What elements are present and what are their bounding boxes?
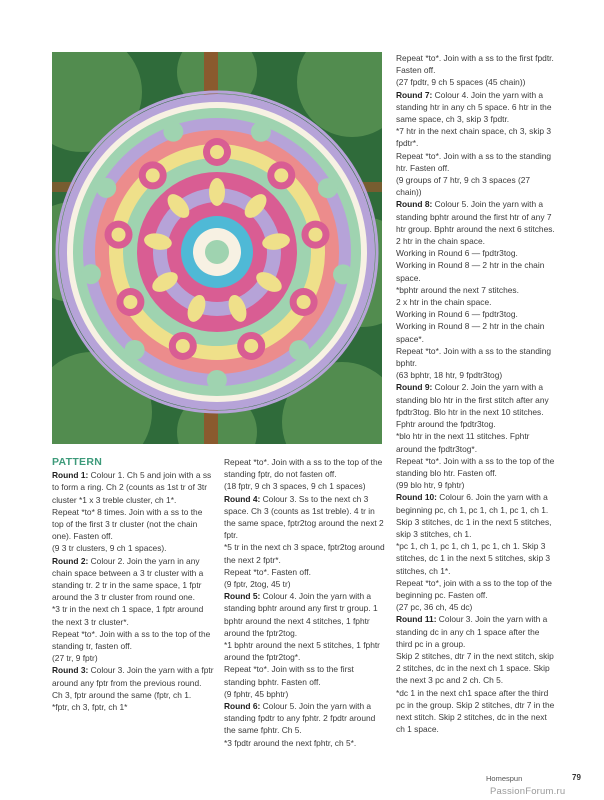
bobble-motif — [251, 122, 271, 142]
round-label: Round 6: — [224, 701, 261, 712]
instruction-text: *5 tr in the next ch 3 space, fptr2tog around the next 2 fptr*. — [224, 542, 385, 565]
instruction-text: *fptr, ch 3, fptr, ch 1* — [52, 702, 128, 713]
instruction-paragraph — [52, 652, 214, 664]
instruction-text: Colour 2. Join the yarn with a standing blo htr in the first stitch after any fpdtr3tog. Blo htr in the next 10 stitches. Fphtr around the fpdtr3tog. — [396, 382, 549, 430]
instruction-text: Colour 3. Join the yarn with a fptr around any fptr from the previous round. Ch 3, fptr around the same (fptr, ch 1. — [52, 665, 214, 700]
instruction-paragraph — [396, 150, 556, 174]
round-label: Round 4: — [224, 493, 261, 504]
instruction-paragraph — [224, 737, 386, 749]
instruction-paragraph — [396, 198, 556, 247]
instruction-text: (18 fptr, 9 ch 3 spaces, 9 ch 1 spaces) — [224, 481, 366, 492]
text-column-1 — [52, 456, 214, 713]
instruction-text: (27 fpdtr, 9 ch 5 spaces (45 chain)) — [396, 77, 526, 88]
instruction-text: Colour 1. Ch 5 and join with a ss to form a ring. Ch 2 (counts as 1st tr of 3tr cluster *1 x 3 treble cluster, ch 1*. — [52, 470, 212, 505]
instruction-paragraph — [396, 320, 556, 344]
instruction-paragraph — [396, 455, 556, 479]
instruction-text: (63 bphtr, 18 htr, 9 fpdtr3tog) — [396, 370, 503, 381]
instruction-paragraph — [396, 296, 556, 308]
round-label: Round 11: — [396, 614, 437, 625]
instruction-text: (9 groups of 7 htr, 9 ch 3 spaces (27 chain)) — [396, 175, 531, 198]
instruction-paragraph — [224, 456, 386, 480]
round-label: Round 2: — [52, 555, 89, 566]
instruction-paragraph — [224, 578, 386, 590]
instruction-paragraph — [396, 125, 556, 149]
instruction-paragraph — [396, 613, 556, 650]
instruction-text: Colour 3. Ss to the next ch 3 space. Ch 3 (counts as 1st treble). 4 tr in the same space, fptr2tog around the next 2 fptr. — [224, 493, 384, 541]
petal-center — [123, 295, 137, 309]
petal-center — [274, 168, 288, 182]
instruction-paragraph — [396, 174, 556, 198]
instruction-text: Repeat *to* 8 times. Join with a ss to the top of the first 3 tr cluster (not the chain one). Fasten off. — [52, 506, 203, 542]
instruction-paragraph — [396, 479, 556, 491]
instruction-text: *bphtr around the next 7 stitches. — [396, 284, 519, 295]
instruction-text: (9 3 tr clusters, 9 ch 1 spaces). — [52, 543, 167, 554]
instruction-paragraph — [396, 345, 556, 369]
instruction-paragraph — [396, 577, 556, 601]
instruction-text: *dc 1 in the next ch1 space after the third pc in the group. Skip 2 stitches, dtr 7 in the next stitch. Skip 2 stitches, dc in the next ch 1 space. — [396, 687, 555, 735]
instruction-text: (27 pc, 36 ch, 45 dc) — [396, 602, 473, 613]
instruction-text: Repeat *to*. Join with a ss to the top of the standing fptr, do not fasten off. — [224, 457, 383, 480]
petal-center — [244, 339, 258, 353]
round-label: Round 5: — [224, 591, 261, 602]
instruction-paragraph — [52, 628, 214, 652]
instruction-paragraph — [52, 555, 214, 604]
bobble-motif — [81, 264, 101, 284]
instruction-paragraph — [396, 381, 556, 430]
round-label: Round 1: — [52, 470, 89, 481]
instruction-text: 2 x htr in the chain space. — [396, 297, 492, 308]
instruction-text: (99 blo htr, 9 fphtr) — [396, 480, 465, 491]
bobble-motif — [318, 178, 338, 198]
instruction-paragraph — [396, 601, 556, 613]
page-number: 79 — [572, 773, 581, 782]
instruction-text: Working in Round 8 — 2 htr in the chain space. — [396, 260, 545, 283]
instruction-list — [52, 469, 214, 713]
spoke-motif — [209, 178, 225, 206]
crochet-mandala-image — [52, 52, 382, 444]
instruction-text: Repeat *to*. Join with a ss to the top of the standing tr, fasten off. — [52, 628, 211, 652]
instruction-text: Colour 5. Join the yarn with a standing fpdtr to any fphtr. 2 fpdtr around the same fphtr. Ch 5. — [224, 701, 376, 736]
instruction-paragraph — [396, 89, 556, 126]
instruction-text: Colour 4. Join the yarn with a standing htr in any ch 5 space. 6 htr in the same space, ch 3, skip 3 fpdtr. — [396, 89, 552, 125]
instruction-text: (9 fphtr, 45 bphtr) — [224, 688, 289, 699]
instruction-text: Colour 6. Join the yarn with a beginning pc, ch 1, pc 1, ch 1, pc 1, ch 1. — [396, 492, 549, 515]
instruction-text: Working in Round 8 — 2 htr in the chain space*. — [396, 321, 545, 344]
instruction-text: Colour 5. Join the yarn with a standing bphtr around the first htr of any 7 htr group. Bphtr around the next 6 stitches. 2 htr in the chain space. — [396, 199, 555, 247]
instruction-text: Skip 3 stitches, dc 1 in the next 5 stitches, skip 3 stitches, ch 1. — [396, 516, 552, 539]
instruction-paragraph — [396, 76, 556, 88]
bobble-motif — [289, 340, 309, 360]
round-label: Round 9: — [396, 382, 433, 393]
instruction-text: Repeat *to*. Join with a ss to the standing htr. Fasten off. — [396, 150, 552, 173]
instruction-text: *blo htr in the next 11 stitches. Fphtr around the fpdtr3tog*. — [396, 431, 530, 454]
instruction-text: Repeat *to*, join with a ss to the top of the beginning pc. Fasten off. — [396, 577, 552, 600]
instruction-text: Repeat *to*. Join with a ss to the top of the standing blo htr. Fasten off. — [396, 455, 555, 478]
petal-center — [146, 168, 160, 182]
instruction-text: Colour 2. Join the yarn in any chain space between a 3 tr cluster with a standing tr. 2 tr in the same space, 1 fptr around the 3 tr cluster from round one. — [52, 555, 204, 603]
bobble-motif — [163, 122, 183, 142]
watermark: PassionForum.ru — [490, 786, 566, 797]
instruction-text: (9 fptr, 2tog, 45 tr) — [224, 579, 291, 590]
text-column-3 — [396, 52, 556, 735]
instruction-text: Repeat *to*. Fasten off. — [224, 566, 311, 577]
pattern-heading: PATTERN — [52, 456, 103, 468]
instruction-list — [396, 52, 556, 735]
bobble-motif — [333, 264, 353, 284]
round-label: Round 8: — [396, 199, 433, 210]
instruction-paragraph — [52, 506, 214, 543]
instruction-paragraph — [396, 284, 556, 296]
instruction-paragraph — [396, 650, 556, 687]
instruction-paragraph — [396, 491, 556, 515]
instruction-text: *7 htr in the next chain space, ch 3, skip 3 fpdtr*. — [396, 126, 552, 149]
round-label: Round 10: — [396, 492, 437, 503]
instruction-text: Repeat *to*. Join with a ss to the standing bphtr. — [396, 345, 552, 369]
magazine-name: Homespun — [486, 774, 523, 783]
instruction-text: *3 tr in the next ch 1 space, 1 fptr around the next 3 tr cluster*. — [52, 604, 204, 627]
mandala-photo — [52, 52, 382, 444]
instruction-text: Working in Round 6 — fpdtr3tog. — [396, 248, 518, 259]
instruction-paragraph — [52, 701, 214, 713]
instruction-paragraph — [224, 590, 386, 639]
petal-center — [297, 295, 311, 309]
instruction-paragraph — [224, 541, 386, 565]
instruction-paragraph — [396, 247, 556, 259]
instruction-paragraph — [52, 469, 214, 506]
instruction-paragraph — [224, 663, 386, 687]
instruction-text: Colour 4. Join the yarn with a standing bphtr around any first tr group. 1 bphtr around the next 4 stitches, 1 fphtr around the fptr2tog. — [224, 591, 378, 638]
instruction-paragraph — [396, 687, 556, 736]
instruction-paragraph — [396, 259, 556, 283]
bobble-motif — [207, 370, 227, 390]
instruction-paragraph — [396, 369, 556, 381]
instruction-text: Colour 3. Join the yarn with a standing dc in any ch 1 space after the third pc in a group. — [396, 614, 548, 649]
instruction-paragraph — [396, 540, 556, 577]
instruction-text: *1 bphtr around the next 5 stitches, 1 fphtr around the fptr2tog*. — [224, 640, 380, 663]
instruction-paragraph — [224, 480, 386, 492]
instruction-list — [224, 456, 386, 749]
petal-center — [176, 339, 190, 353]
instruction-text: Skip 2 stitches, dtr 7 in the next stitch, skip 2 stitches, dc in the next ch 1 space. Skip the next 3 pc and 2 ch. Ch 5. — [396, 650, 554, 686]
petal-center — [112, 228, 126, 242]
instruction-paragraph — [224, 700, 386, 737]
instruction-text: Working in Round 6 — fpdtr3tog. — [396, 309, 518, 320]
instruction-paragraph — [396, 308, 556, 320]
bobble-motif — [125, 340, 145, 360]
instruction-paragraph — [52, 664, 214, 701]
instruction-paragraph — [396, 430, 556, 454]
bobble-motif — [96, 178, 116, 198]
petal-center — [210, 145, 224, 159]
instruction-paragraph — [52, 603, 214, 627]
instruction-text: Repeat *to*. Join with a ss to the first fpdtr. Fasten off. — [396, 53, 554, 76]
round-label: Round 3: — [52, 665, 89, 676]
instruction-paragraph — [396, 516, 556, 540]
instruction-text: Repeat *to*. Join with ss to the first standing bphtr. Fasten off. — [224, 664, 354, 687]
text-column-2 — [224, 456, 386, 749]
round-label: Round 7: — [396, 89, 433, 100]
instruction-paragraph — [396, 52, 556, 76]
instruction-paragraph — [224, 639, 386, 663]
instruction-paragraph — [224, 493, 386, 542]
instruction-text: *3 fpdtr around the next fphtr, ch 5*. — [224, 737, 357, 748]
crochet-ring — [205, 240, 229, 264]
petal-center — [308, 228, 322, 242]
instruction-text: *pc 1, ch 1, pc 1, ch 1, pc 1, ch 1. Skip 3 stitches, dc 1 in the next 5 stitches, skip 3 stitches, ch 1*. — [396, 541, 551, 576]
instruction-paragraph — [224, 688, 386, 700]
instruction-text: (27 tr, 9 fptr) — [52, 653, 98, 664]
instruction-paragraph — [52, 542, 214, 554]
instruction-paragraph — [224, 566, 386, 578]
